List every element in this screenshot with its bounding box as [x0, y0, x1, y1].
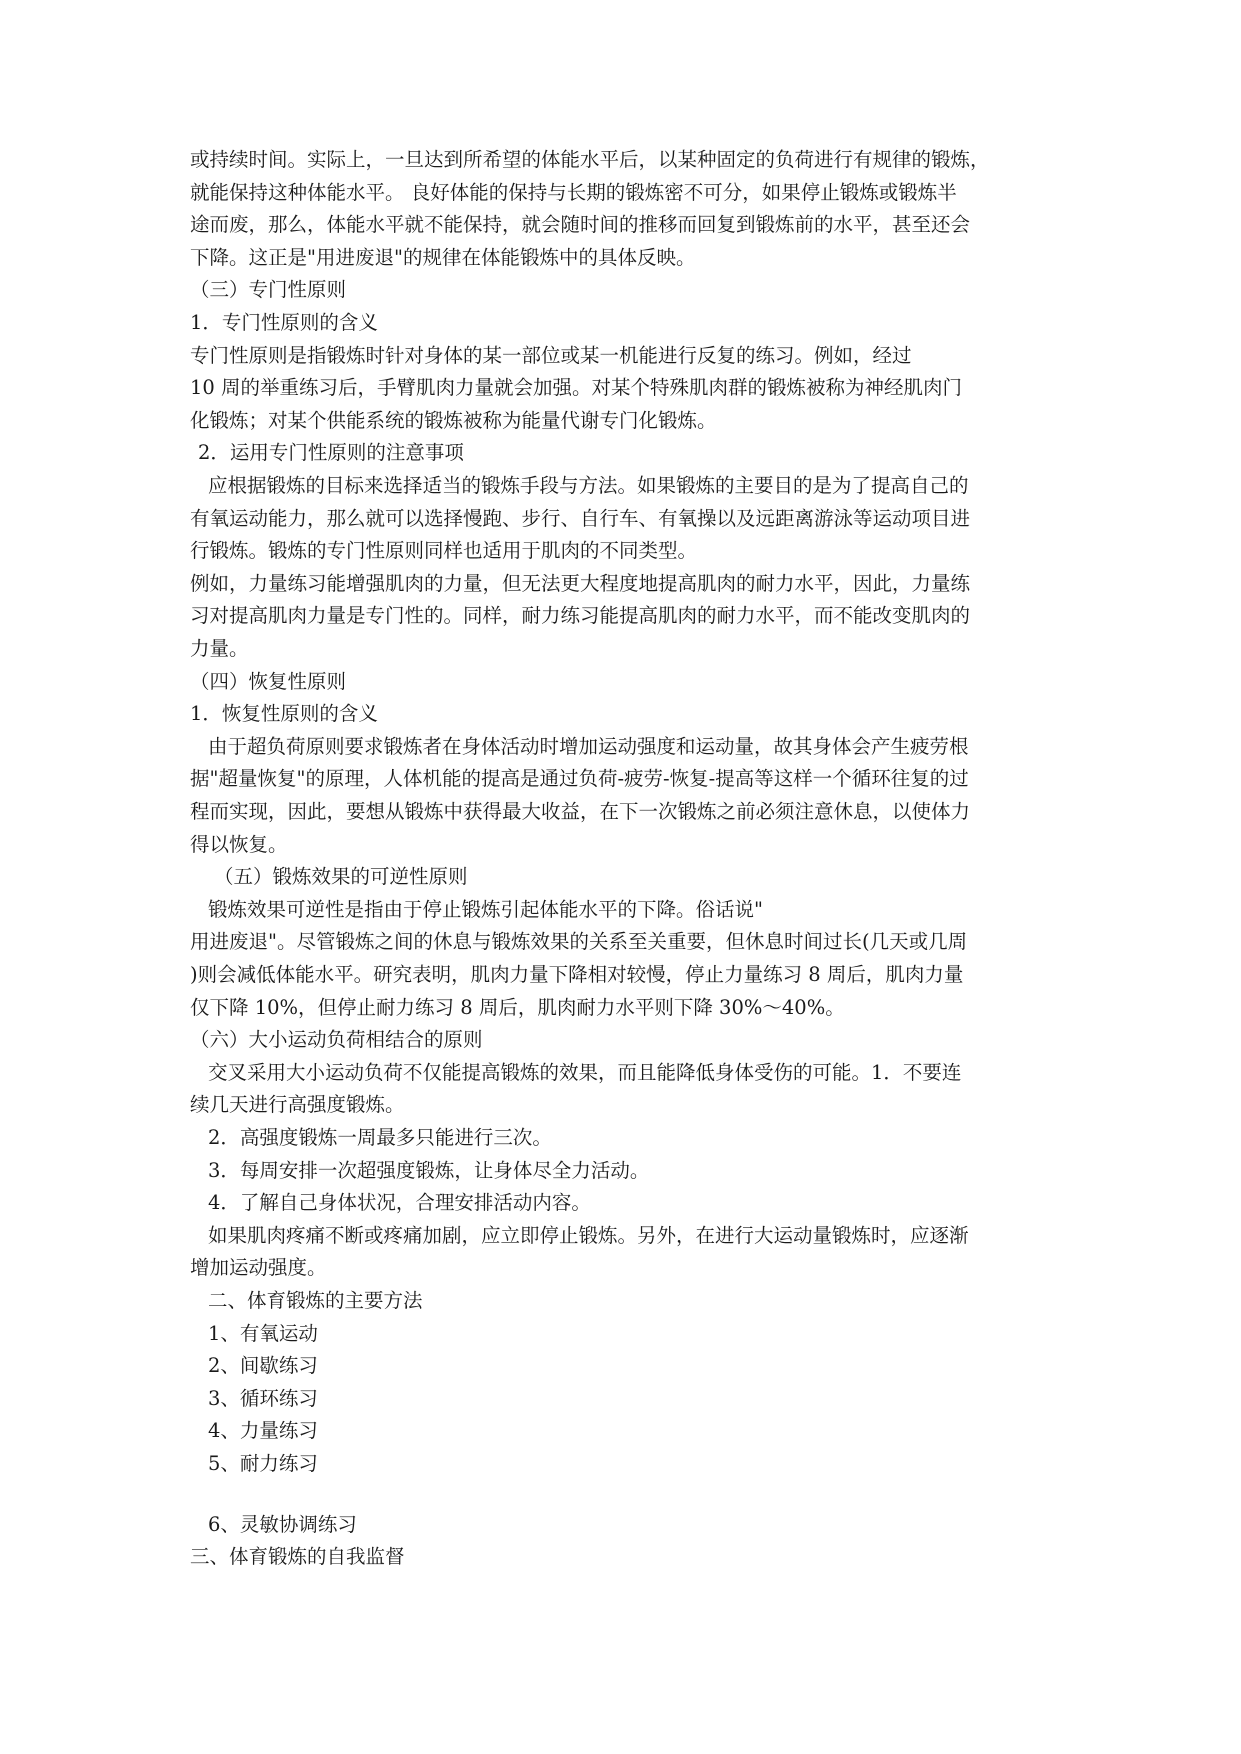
text-line: 或持续时间。实际上，一旦达到所希望的体能水平后，以某种固定的负荷进行有规律的锻炼，	[190, 148, 990, 171]
text-line: 6、灵敏协调练习	[208, 1512, 357, 1536]
text-line: （六）大小运动负荷相结合的原则	[190, 1028, 483, 1052]
text-line: 如果肌肉疼痛不断或疼痛加剧，应立即停止锻炼。另外，在进行大运动量锻炼时，应逐渐	[208, 1223, 969, 1247]
text-line: （五）锻炼效果的可逆性原则	[214, 865, 468, 889]
text-line: 仅下降 10%，但停止耐力练习 8 周后，肌肉耐力水平则下降 30%～40%。	[190, 995, 845, 1019]
text-line: 就能保持这种体能水平。 良好体能的保持与长期的锻炼密不可分，如果停止锻炼或锻炼半	[190, 180, 957, 204]
text-line: 二、体育锻炼的主要方法	[208, 1289, 423, 1312]
text-line: 力量。	[190, 637, 249, 660]
text-line: 3、循环练习	[208, 1386, 318, 1410]
text-line: 途而废，那么，体能水平就不能保持，就会随时间的推移而回复到锻炼前的水平，甚至还会	[190, 213, 971, 237]
text-line: 续几天进行高强度锻炼。	[190, 1093, 405, 1117]
text-line: 下降。这正是"用进废退"的规律在体能锻炼中的具体反映。	[190, 245, 696, 269]
text-line: 2．高强度锻炼一周最多只能进行三次。	[208, 1126, 552, 1149]
text-line: 10 周的举重练习后，手臂肌肉力量就会加强。对某个特殊肌肉群的锻炼被称为神经肌肉门	[190, 376, 963, 400]
text-line: 交叉采用大小运动负荷不仅能提高锻炼的效果，而且能降低身体受伤的可能。1．不要连	[208, 1060, 962, 1084]
text-line: 增加运动强度。	[190, 1256, 327, 1280]
text-line: 用进废退"。尽管锻炼之间的休息与锻炼效果的关系至关重要，但休息时间过长(几天或几周	[190, 930, 968, 954]
text-line: 三、体育锻炼的自我监督	[190, 1545, 405, 1569]
text-line: 应根据锻炼的目标来选择适当的锻炼手段与方法。如果锻炼的主要目的是为了提高自己的	[208, 474, 969, 497]
text-line: 程而实现，因此，要想从锻炼中获得最大收益，在下一次锻炼之前必须注意休息，以使体力	[190, 800, 971, 823]
text-line: 2．运用专门性原则的注意事项	[198, 441, 464, 465]
text-line: 1、有氧运动	[208, 1321, 318, 1345]
text-line: 锻炼效果可逆性是指由于停止锻炼引起体能水平的下降。俗话说"	[208, 897, 763, 921]
text-line: （三）专门性原则	[190, 278, 347, 302]
text-line: 例如，力量练习能增强肌肉的力量，但无法更大程度地提高肌肉的耐力水平，因此，力量练	[190, 571, 971, 595]
text-line: （四）恢复性原则	[190, 669, 347, 693]
text-line: 有氧运动能力，那么就可以选择慢跑、步行、自行车、有氧操以及远距离游泳等运动项目进	[190, 506, 971, 530]
text-line: 5、耐力练习	[208, 1452, 318, 1475]
text-line: )则会减低体能水平。研究表明，肌肉力量下降相对较慢，停止力量练习 8 周后，肌肉力量	[190, 963, 964, 986]
text-line: 据"超量恢复"的原理，人体机能的提高是通过负荷-疲劳-恢复-提高等这样一个循环往复的过	[190, 767, 969, 791]
text-line: 得以恢复。	[190, 832, 288, 856]
text-line: 专门性原则是指锻炼时针对身体的某一部位或某一机能进行反复的练习。例如，经过	[190, 343, 912, 367]
text-line: 4、力量练习	[208, 1419, 318, 1443]
text-line: 3．每周安排一次超强度锻炼，让身体尽全力活动。	[208, 1158, 650, 1182]
text-line: 由于超负荷原则要求锻炼者在身体活动时增加运动强度和运动量，故其身体会产生疲劳根	[208, 734, 969, 758]
text-line: 习对提高肌肉力量是专门性的。同样，耐力练习能提高肌肉的耐力水平，而不能改变肌肉的	[190, 604, 971, 628]
text-line: 化锻炼；对某个供能系统的锻炼被称为能量代谢专门化锻炼。	[190, 408, 717, 432]
text-line: 1．恢复性原则的含义	[190, 702, 378, 726]
text-line: 行锻炼。锻炼的专门性原则同样也适用于肌肉的不同类型。	[190, 539, 698, 563]
text-line: 4．了解自己身体状况，合理安排活动内容。	[208, 1191, 591, 1215]
text-line: 1．专门性原则的含义	[190, 311, 378, 334]
text-line: 2、间歇练习	[208, 1354, 318, 1378]
